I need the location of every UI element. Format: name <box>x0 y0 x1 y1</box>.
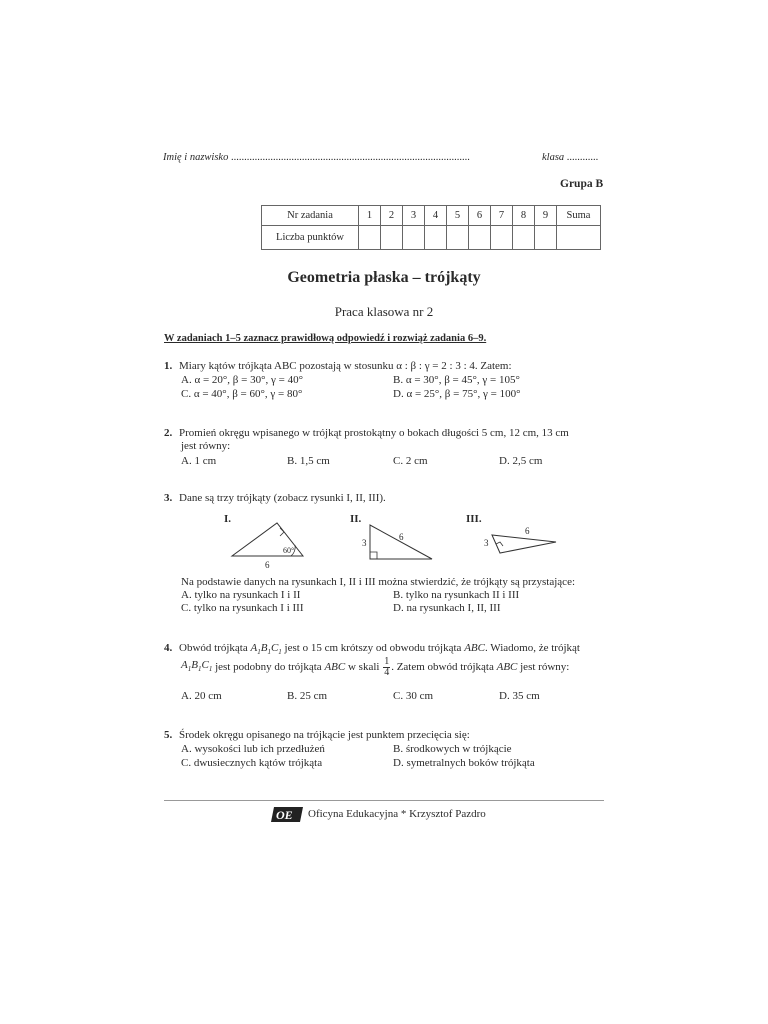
question-3-text2: Na podstawie danych na rysunkach I, II i III można stwierdzić, że trójkąty są przystające: <box>181 576 576 588</box>
score-table-col: 2 <box>381 206 403 226</box>
question-5 <box>164 729 470 742</box>
figure-label-1: I. <box>224 513 232 525</box>
side-label-2b: 6 <box>399 532 404 542</box>
score-table-col: 6 <box>469 206 491 226</box>
q5-option-c[interactable]: C. dwusiecznych kątów trójkąta <box>181 757 323 769</box>
score-table-col-sum: Suma <box>557 206 601 226</box>
q5-option-d[interactable]: D. symetralnych boków trójkąta <box>393 757 535 769</box>
question-text: Środek okręgu opisanego na trójkącie jest punktem przecięcia się: <box>179 729 470 741</box>
q1-option-d[interactable]: D. α = 25°, β = 75°, γ = 100° <box>393 388 521 400</box>
score-table-col: 3 <box>403 206 425 226</box>
oe-logo-icon <box>270 806 304 823</box>
q4-option-d[interactable]: D. 35 cm <box>499 690 540 702</box>
question-text: Dane są trzy trójkąty (zobacz rysunki I, II, III). <box>179 492 386 504</box>
q4-option-b[interactable]: B. 25 cm <box>287 690 328 702</box>
triangle-a1b1c1: $A_1B_1C_1$ <box>250 642 282 657</box>
q1-option-a[interactable]: A. α = 20°, β = 30°, γ = 40° <box>181 374 303 386</box>
question-text-b: jest o 15 cm krótszy od obwodu trójkąta <box>281 642 465 654</box>
fraction-numerator: 1 <box>384 656 390 667</box>
question-2-line2: jest równy: <box>181 440 231 452</box>
points-cell-6[interactable] <box>469 226 491 250</box>
angle-label-1: 60° <box>283 546 295 555</box>
class-dots: ............ <box>566 152 599 163</box>
triangles-figure <box>210 508 570 574</box>
score-table-col: 9 <box>535 206 557 226</box>
points-cell-9[interactable] <box>535 226 557 250</box>
score-table-header-row <box>262 206 601 226</box>
triangle-abc: ABC <box>464 642 485 654</box>
score-table-col: 8 <box>513 206 535 226</box>
points-cell-2[interactable] <box>381 226 403 250</box>
q4-option-c[interactable]: C. 30 cm <box>393 690 434 702</box>
publisher-name: Oficyna Edukacyjna * Krzysztof Pazdro <box>308 808 486 820</box>
publisher-logo <box>270 806 304 823</box>
q2-option-d[interactable]: D. 2,5 cm <box>499 455 543 467</box>
right-angle-mark-2 <box>370 552 377 559</box>
figure-label-2: II. <box>350 513 362 525</box>
instruction: W zadaniach 1–5 zaznacz prawidłową odpowiedź i rozwiąż zadania 6–9. <box>164 333 487 344</box>
question-4-line2 <box>181 657 569 678</box>
score-table-col: 4 <box>425 206 447 226</box>
question-number: 4. <box>164 642 173 654</box>
side-label-1: 6 <box>265 560 270 570</box>
q2-option-a[interactable]: A. 1 cm <box>181 455 217 467</box>
question-text-d: jest podobny do trójkąta <box>212 661 325 673</box>
fraction <box>383 657 390 678</box>
points-cell-5[interactable] <box>447 226 469 250</box>
points-cell-1[interactable] <box>359 226 381 250</box>
triangle-abc: ABC <box>496 661 518 673</box>
name-field-line <box>163 152 470 163</box>
score-table-col: 5 <box>447 206 469 226</box>
question-text-g: jest równy: <box>517 661 570 673</box>
points-cell-7[interactable] <box>491 226 513 250</box>
q3-option-b[interactable]: B. tylko na rysunkach II i III <box>393 589 520 601</box>
svg-text:OE: OE <box>276 808 293 822</box>
q3-option-d[interactable]: D. na rysunkach I, II, III <box>393 602 501 614</box>
q3-option-c[interactable]: C. tylko na rysunkach I i III <box>181 602 304 614</box>
score-table-col: 7 <box>491 206 513 226</box>
question-1 <box>164 360 512 373</box>
side-label-3a: 3 <box>484 538 489 548</box>
score-table-row2-label: Liczba punktów <box>262 226 359 250</box>
points-cell-3[interactable] <box>403 226 425 250</box>
figure-label-3: III. <box>466 513 482 525</box>
question-text-e: w skali <box>345 661 383 673</box>
q2-option-b[interactable]: B. 1,5 cm <box>287 455 330 467</box>
q3-option-a[interactable]: A. tylko na rysunkach I i II <box>181 589 301 601</box>
side-label-2a: 3 <box>362 538 367 548</box>
fraction-denominator: 4 <box>384 667 390 678</box>
question-text: Miary kątów trójkąta ABC pozostają w stosunku α : β : γ = 2 : 3 : 4. Zatem: <box>179 360 512 372</box>
name-dots: ........................................................................................... <box>230 152 470 163</box>
q5-option-b[interactable]: B. środkowych w trójkącie <box>393 743 512 755</box>
score-table <box>261 205 601 250</box>
triangle-abc: ABC <box>324 661 346 673</box>
question-text: Promień okręgu wpisanego w trójkąt prostokątny o bokach długości 5 cm, 12 cm, 13 cm <box>179 427 569 439</box>
q2-option-c[interactable]: C. 2 cm <box>393 455 428 467</box>
question-text-f: . Zatem obwód trójkąta <box>391 661 497 673</box>
points-cell-4[interactable] <box>425 226 447 250</box>
question-number: 2. <box>164 427 173 439</box>
class-label: klasa <box>542 152 565 163</box>
question-text-c: . Wiadomo, że trójkąt <box>484 642 580 654</box>
group-label: Grupa B <box>560 178 604 190</box>
class-field-line <box>542 152 598 163</box>
name-label: Imię i nazwisko <box>163 152 229 163</box>
question-2 <box>164 427 569 440</box>
side-label-3b: 6 <box>525 526 530 536</box>
question-3 <box>164 492 386 505</box>
points-cell-sum[interactable] <box>557 226 601 250</box>
score-table-row1-label: Nr zadania <box>262 206 359 226</box>
q1-option-c[interactable]: C. α = 40°, β = 60°, γ = 80° <box>181 388 303 400</box>
points-cell-8[interactable] <box>513 226 535 250</box>
question-number: 3. <box>164 492 173 504</box>
page-subtitle: Praca klasowa nr 2 <box>334 304 434 319</box>
score-table-points-row <box>262 226 601 250</box>
q1-option-b[interactable]: B. α = 30°, β = 45°, γ = 105° <box>393 374 520 386</box>
question-number: 1. <box>164 360 173 372</box>
triangle-a1b1c1: $A_1B_1C_1$ <box>181 658 213 674</box>
footer-divider <box>164 800 604 801</box>
question-text-a: Obwód trójkąta <box>179 642 251 654</box>
triangle-2 <box>370 525 432 559</box>
question-number: 5. <box>164 729 173 741</box>
q5-option-a[interactable]: A. wysokości lub ich przedłużeń <box>181 743 325 755</box>
page-title: Geometria płaska – trójkąty <box>287 269 481 286</box>
q4-option-a[interactable]: A. 20 cm <box>181 690 222 702</box>
score-table-col: 1 <box>359 206 381 226</box>
